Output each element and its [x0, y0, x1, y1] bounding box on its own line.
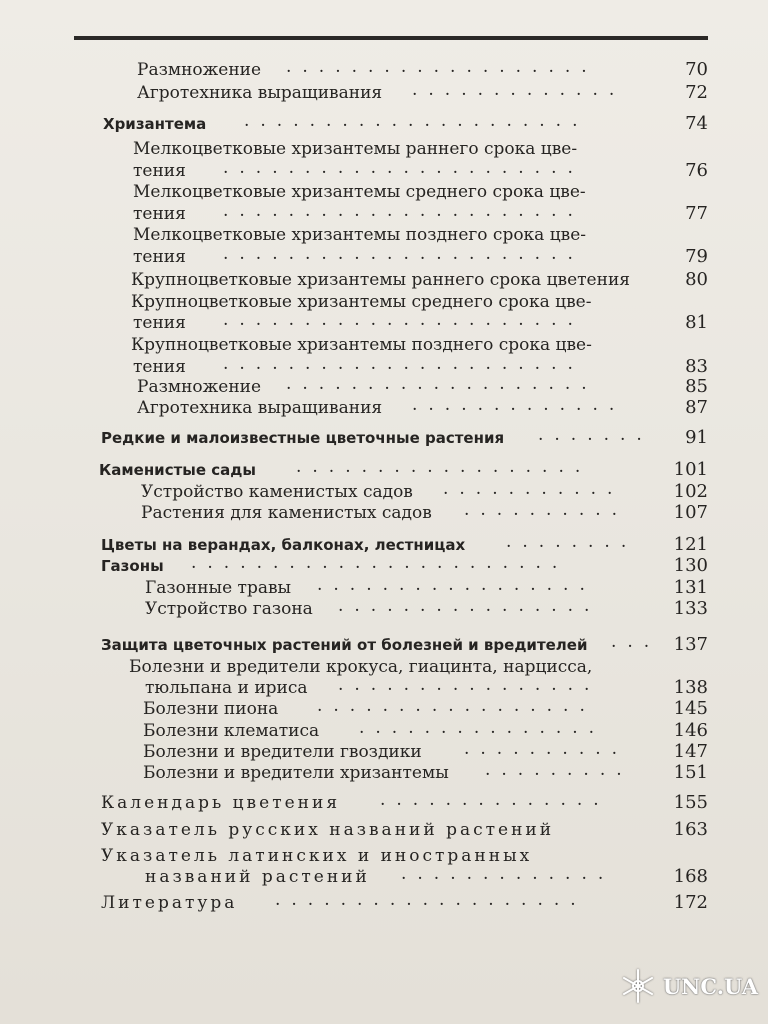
toc-entry	[0, 818, 768, 842]
toc-entry-page: 145	[673, 698, 708, 719]
leader-dots: ......................	[223, 158, 584, 178]
toc-entry-page: 133	[673, 598, 708, 619]
leader-dots: ...........	[443, 479, 624, 499]
toc-entry-title: Мелкоцветковые хризантемы среднего срока цве-	[133, 182, 586, 202]
toc-entry-page: 107	[673, 502, 708, 523]
toc-entry	[0, 597, 768, 621]
leader-dots: ..........	[464, 739, 629, 759]
toc-entry-title: Агротехника выращивания	[137, 398, 383, 418]
toc-entry-title: Газоны	[101, 557, 164, 575]
toc-entry-title: Редкие и малоизвестные цветочные растения	[101, 429, 505, 447]
toc-entry-page: 70	[685, 59, 708, 80]
toc-entry-title: Крупноцветковые хризантемы среднего срока цве-	[131, 292, 592, 312]
toc-entry-title: Указатель русских названий растений	[101, 820, 555, 840]
toc-entry-page: 138	[673, 677, 708, 698]
toc-entry	[0, 633, 768, 657]
leader-dots: ................	[338, 675, 601, 695]
watermark-text: UNC.UA	[662, 973, 758, 999]
toc-entry-title: тюльпана и ириса	[145, 678, 308, 698]
toc-entry-title: Хризантема	[103, 115, 207, 133]
toc-entry-title: Агротехника выращивания	[137, 83, 383, 103]
toc-entry-page: 155	[673, 792, 708, 813]
toc-entry-title: Защита цветочных растений от болезней и вредителей	[101, 636, 588, 654]
leader-dots: .....................	[244, 111, 589, 131]
toc-entry-title: Болезни и вредители гвоздики	[143, 742, 422, 762]
toc-entry-title: тения	[133, 247, 186, 267]
toc-entry-title: Мелкоцветковые хризантемы позднего срока цве-	[133, 225, 587, 245]
toc-entry-page: 137	[673, 634, 708, 655]
toc-entry-title: Болезни и вредители хризантемы	[143, 763, 449, 783]
toc-entry-title: Устройство газона	[145, 599, 313, 619]
toc-entry	[0, 396, 768, 420]
toc-entry-title: Мелкоцветковые хризантемы раннего срока цве-	[133, 139, 578, 159]
toc-entry-title: тения	[133, 161, 186, 181]
toc-entry-title: Растения для каменистых садов	[141, 503, 432, 523]
toc-entry-title: Болезни и вредители крокуса, гиацинта, нарцисса,	[129, 657, 593, 677]
toc-entry-title: Устройство каменистых садов	[141, 482, 413, 502]
leader-dots: ...................	[286, 57, 598, 77]
top-rule	[74, 36, 708, 40]
toc-entry	[0, 761, 768, 785]
leader-dots: ......................	[223, 201, 584, 221]
toc-entry	[0, 112, 768, 136]
leader-dots: ..............	[380, 790, 610, 810]
leader-dots: ......................	[223, 310, 584, 330]
leader-dots: ...................	[286, 374, 598, 394]
toc-entry-title: Крупноцветковые хризантемы позднего срока цве-	[131, 335, 592, 355]
toc-entry-page: 131	[673, 577, 708, 598]
toc-entry-page: 80	[685, 269, 708, 290]
toc-entry-page: 168	[673, 866, 708, 887]
leader-dots: ...............	[359, 718, 606, 738]
leader-dots: .............	[412, 80, 626, 100]
leader-dots: .............	[401, 864, 615, 884]
leader-dots: ......................	[223, 244, 584, 264]
leader-dots: .................	[317, 575, 596, 595]
toc-entry-page: 91	[685, 427, 708, 448]
toc-entry-page: 151	[673, 762, 708, 783]
toc-entry	[0, 865, 768, 889]
toc-entry-title: Календарь цветения	[101, 793, 341, 813]
leader-dots: .........	[485, 760, 633, 780]
toc-entry-title: Цветы на верандах, балконах, лестницах	[101, 536, 466, 554]
toc-entry-title: тения	[133, 204, 186, 224]
leader-dots: ........	[506, 532, 638, 552]
toc-entry-page: 101	[673, 459, 708, 480]
toc-entry-page: 121	[673, 534, 708, 555]
leader-dots: .............	[412, 395, 626, 415]
toc-entry-page: 87	[685, 397, 708, 418]
toc-entry-title: тения	[133, 357, 186, 377]
snowflake-logo-icon	[619, 967, 657, 1005]
toc-entry	[0, 501, 768, 525]
toc-entry-page: 76	[685, 160, 708, 181]
toc-entry-title: тения	[133, 313, 186, 333]
leader-dots: ................	[338, 596, 601, 616]
toc-entry-title: Литература	[101, 893, 238, 913]
toc-entry-page: 85	[685, 376, 708, 397]
toc-entry-title: Газонные травы	[145, 578, 292, 598]
toc-entry-page: 146	[673, 720, 708, 741]
toc-entry-page: 130	[673, 555, 708, 576]
toc-entry-page: 172	[673, 892, 708, 913]
leader-dots: ...................	[275, 890, 587, 910]
toc-entry-title: Крупноцветковые хризантемы раннего срока цветения	[131, 270, 630, 290]
toc-entry	[0, 245, 768, 269]
toc-entry-title: Размножение	[137, 377, 262, 397]
toc-entry	[0, 891, 768, 915]
toc-entry	[0, 58, 768, 82]
watermark	[619, 966, 758, 1006]
toc-entry-page: 81	[685, 312, 708, 333]
toc-entry-title: Указатель латинских и иностранных	[101, 846, 533, 866]
toc-entry-title: названий растений	[145, 867, 370, 887]
toc-entry-title: Размножение	[137, 60, 262, 80]
leader-dots: ......................	[223, 354, 584, 374]
leader-dots: .................	[317, 696, 596, 716]
toc-entry	[0, 426, 768, 450]
toc-entry-title: Каменистые сады	[99, 461, 256, 479]
toc-entry-page: 102	[673, 481, 708, 502]
leader-dots: .......................	[191, 553, 569, 573]
leader-dots: ..........	[464, 500, 629, 520]
leader-dots: .......	[538, 425, 653, 445]
toc-entry	[0, 311, 768, 335]
leader-dots: ..................	[296, 457, 592, 477]
toc-entry-page: 74	[685, 113, 708, 134]
toc-entry-page: 83	[685, 356, 708, 377]
toc-entry	[0, 268, 768, 292]
toc-entry-title: Болезни пиона	[143, 699, 279, 719]
toc-entry-title: Болезни клематиса	[143, 721, 320, 741]
toc-entry	[0, 791, 768, 815]
toc-entry-page: 147	[673, 741, 708, 762]
toc-entry	[0, 81, 768, 105]
toc-entry-page: 72	[685, 82, 708, 103]
toc-entry-page: 77	[685, 203, 708, 224]
toc-entry	[0, 458, 768, 482]
toc-entry-page: 163	[673, 819, 708, 840]
toc-entry-page: 79	[685, 246, 708, 267]
leader-dots: ...	[611, 632, 661, 652]
